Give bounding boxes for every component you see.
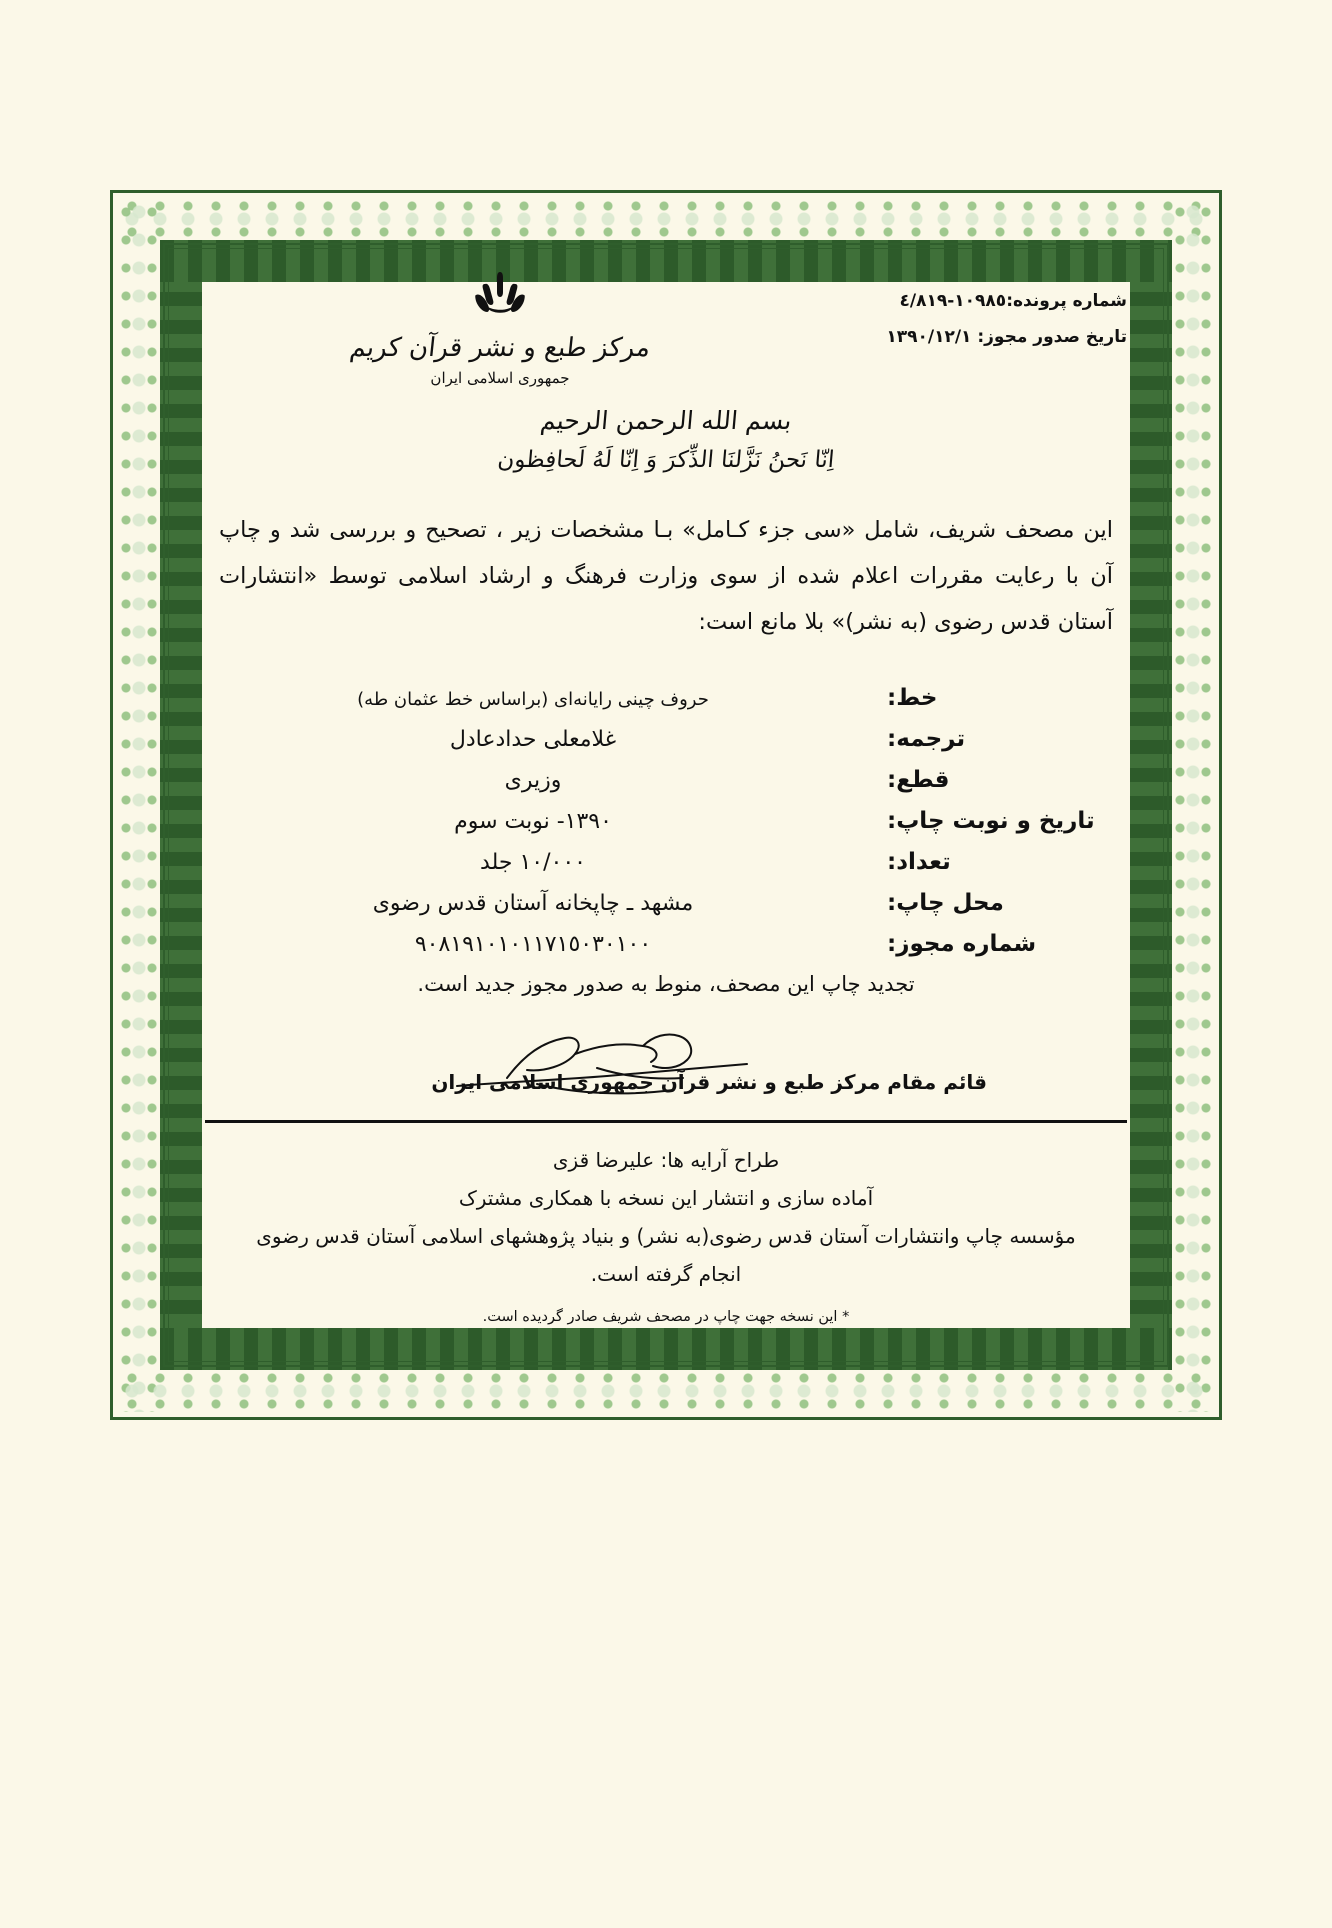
basmala-block bbox=[185, 406, 1147, 473]
issue-date: تاریخ صدور مجوز: ١٣٩٠/١٢/١ bbox=[886, 326, 1127, 347]
field-row bbox=[225, 890, 1107, 916]
body-paragraph: این مصحف شریف، شامل «سی جزء کـامل» بـا مشخصات زیر ، تصحیح و بررسی شد و چاپ آن با رعایت مقررات اعلام شده از سوی وزارت فرهنگ و ارشاد اسلامی توسط «انتشارات آستان قدس رضوی (به نشر)» بلا مانع است: bbox=[219, 517, 1113, 636]
footer-note: * این نسخه جهت چاپ در مصحف شریف صادر گردیده است. bbox=[482, 1309, 850, 1326]
iran-emblem-icon bbox=[335, 268, 665, 329]
field-row bbox=[225, 849, 1107, 875]
footer-block bbox=[225, 1141, 1107, 1325]
field-row bbox=[225, 685, 1107, 711]
field-label-format: قطع: bbox=[887, 767, 950, 794]
field-label-quantity: تعداد: bbox=[887, 849, 951, 876]
certificate-content bbox=[185, 262, 1147, 1348]
field-value-script: حروف چینی رایانه‌ای (براساس خط عثمان طه) bbox=[357, 689, 709, 711]
field-value-license-number: ٩٠٨١٩١٠١٠١١٧١٥٠٣٠١٠٠ bbox=[414, 932, 652, 958]
field-label-print-date: تاریخ و نوبت چاپ: bbox=[887, 808, 1095, 835]
field-value-quantity: ١٠/٠٠٠ جلد bbox=[480, 850, 586, 876]
field-value-print-date: ١٣٩٠- نوبت سوم bbox=[454, 809, 612, 835]
signatory-title: قائم مقام مرکز طبع و نشر قرآن جمهوری اسلامی ایران bbox=[431, 1070, 987, 1095]
footer-line-1: طراح آرایه ها: علیرضا قزی bbox=[552, 1148, 780, 1173]
field-value-translation: غلامعلی حدادعادل bbox=[449, 727, 617, 753]
country-name: جمهوری اسلامی ایران bbox=[430, 369, 570, 387]
file-number: شماره پرونده:١٠٩٨٥-٤/٨١٩ bbox=[899, 291, 1127, 311]
basmala-line-2: اِنّا نَحنُ نَزَّلنَا الذِّکرَ وَ اِنّا لَهُ لَحافِظون bbox=[496, 447, 836, 473]
footer-line-2: آماده سازی و انتشار این نسخه با همکاری مشترک bbox=[458, 1186, 874, 1211]
footer-divider bbox=[205, 1120, 1127, 1123]
field-label-script: خط: bbox=[887, 685, 938, 712]
specification-fields bbox=[225, 685, 1107, 957]
emblem-block bbox=[335, 268, 665, 387]
field-row bbox=[225, 767, 1107, 793]
basmala-line-1: بسم الله الرحمن الرحیم bbox=[539, 406, 793, 435]
field-label-print-place: محل چاپ: bbox=[887, 890, 1004, 917]
footer-line-3: مؤسسه چاپ وانتشارات آستان قدس رضوی(به نشر) و بنیاد پژوهشهای اسلامی آستان قدس رضوی bbox=[256, 1224, 1076, 1249]
field-value-format: وزیری bbox=[504, 768, 562, 794]
footer-line-4: انجام گرفته است. bbox=[590, 1262, 742, 1287]
center-name: مرکز طبع و نشر قرآن کریم bbox=[348, 333, 652, 363]
field-row bbox=[225, 931, 1107, 957]
signature-block bbox=[225, 1024, 1107, 1116]
field-row bbox=[225, 726, 1107, 752]
field-label-license-number: شماره مجوز: bbox=[887, 931, 1037, 958]
field-label-translation: ترجمه: bbox=[887, 726, 966, 753]
renewal-note: تجدید چاپ این مصحف، منوط به صدور مجوز جدید است. bbox=[417, 972, 915, 997]
file-metadata bbox=[886, 284, 1127, 355]
certificate-header bbox=[185, 262, 1147, 412]
field-value-print-place: مشهد ـ چاپخانه آستان قدس رضوی bbox=[372, 891, 694, 917]
field-row bbox=[225, 808, 1107, 834]
